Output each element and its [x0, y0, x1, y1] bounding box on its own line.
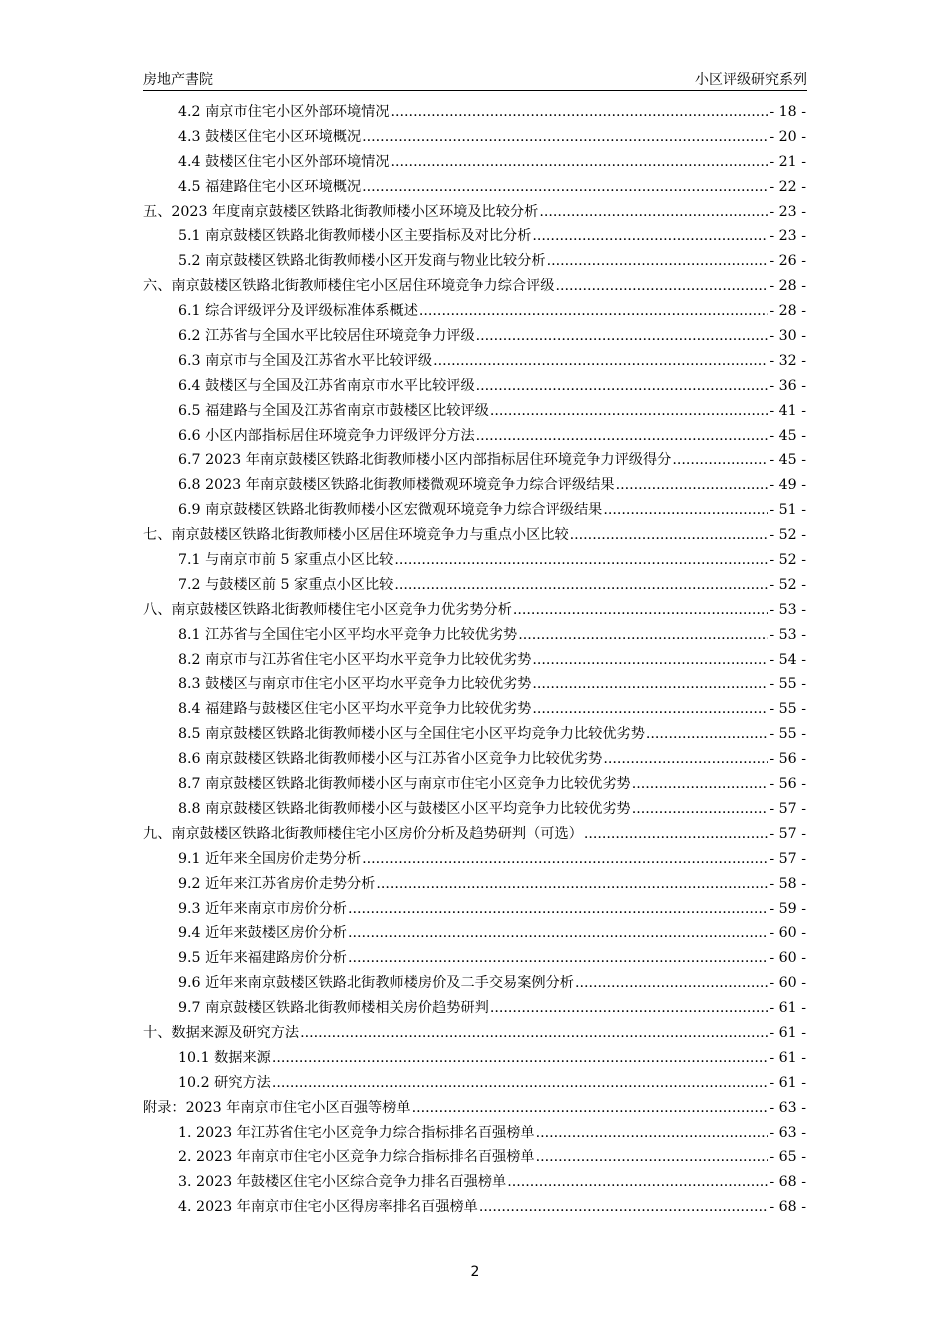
toc-entry-page: - 63 -: [769, 1099, 806, 1116]
toc-entry-page: - 52 -: [769, 576, 806, 593]
toc-entry-page: - 30 -: [769, 328, 806, 345]
toc-entry-page: - 56 -: [769, 751, 806, 768]
toc-entry-title: 九、南京鼓楼区铁路北街教师楼住宅小区房价分析及趋势研判（可选）: [143, 825, 583, 842]
toc-section-entry[interactable]: [143, 399, 806, 424]
toc-section-entry[interactable]: [143, 249, 806, 274]
toc-dot-leader: [532, 648, 768, 673]
toc-section-entry[interactable]: [143, 797, 806, 822]
toc-entry-title: 9.3 近年来南京市房价分析: [178, 900, 347, 917]
toc-section-entry[interactable]: [143, 175, 806, 200]
toc-entry-page: - 28 -: [769, 278, 806, 295]
toc-entry-title: 8.7 南京鼓楼区铁路北街教师楼小区与南京市住宅小区竞争力比较优劣势: [178, 776, 631, 793]
toc-dot-leader: [536, 1145, 769, 1170]
toc-entry-page: - 58 -: [769, 875, 806, 892]
toc-entry-title: 9.2 近年来江苏省房价走势分析: [178, 875, 376, 892]
toc-entry-title: 2. 2023 年南京市住宅小区竞争力综合指标排名百强榜单: [178, 1149, 535, 1166]
toc-dot-leader: [532, 697, 768, 722]
toc-section-entry[interactable]: [143, 921, 806, 946]
header-publisher: 房地产書院: [143, 72, 213, 88]
toc-entry-title: 4.4 鼓楼区住宅小区外部环境情况: [178, 153, 390, 170]
toc-entry-title: 5.2 南京鼓楼区铁路北街教师楼小区开发商与物业比较分析: [178, 253, 546, 270]
toc-entry-page: - 57 -: [769, 800, 806, 817]
toc-entry-title: 8.2 南京市与江苏省住宅小区平均水平竞争力比较优劣势: [178, 651, 532, 668]
toc-section-entry[interactable]: [143, 697, 806, 722]
toc-entry-title: 9.4 近年来鼓楼区房价分析: [178, 925, 347, 942]
toc-dot-leader: [412, 1096, 769, 1121]
toc-section-entry[interactable]: [143, 623, 806, 648]
toc-entry-title: 4.3 鼓楼区住宅小区环境概况: [178, 128, 362, 145]
toc-entry-title: 8.1 江苏省与全国住宅小区平均水平竞争力比较优劣势: [178, 626, 518, 643]
toc-section-entry[interactable]: [143, 946, 806, 971]
toc-entry-page: - 54 -: [769, 651, 806, 668]
toc-section-entry[interactable]: [143, 747, 806, 772]
toc-dot-leader: [362, 847, 768, 872]
toc-entry-page: - 52 -: [769, 552, 806, 569]
toc-entry-title: 6.3 南京市与全国及江苏省水平比较评级: [178, 352, 433, 369]
toc-section-entry[interactable]: [143, 1046, 806, 1071]
toc-dot-leader: [433, 349, 768, 374]
toc-dot-leader: [547, 249, 769, 274]
toc-dot-leader: [348, 897, 768, 922]
toc-chapter-entry[interactable]: [143, 598, 806, 623]
toc-dot-leader: [490, 996, 769, 1021]
toc-section-entry[interactable]: [143, 150, 806, 175]
toc-section-entry[interactable]: [143, 448, 806, 473]
toc-section-entry[interactable]: [143, 573, 806, 598]
toc-entry-title: 八、南京鼓楼区铁路北街教师楼住宅小区竞争力优劣势分析: [143, 601, 512, 618]
toc-dot-leader: [570, 523, 769, 548]
toc-chapter-entry[interactable]: [143, 822, 806, 847]
toc-dot-leader: [394, 548, 768, 573]
toc-entry-page: - 55 -: [769, 676, 806, 693]
toc-entry-page: - 32 -: [769, 352, 806, 369]
toc-entry-title: 9.1 近年来全国房价走势分析: [178, 850, 362, 867]
toc-entry-title: 6.9 南京鼓楼区铁路北街教师楼小区宏微观环境竞争力综合评级结果: [178, 502, 603, 519]
toc-section-entry[interactable]: [143, 224, 806, 249]
toc-entry-page: - 60 -: [769, 950, 806, 967]
toc-section-entry[interactable]: [143, 672, 806, 697]
toc-dot-leader: [539, 200, 768, 225]
toc-entry-page: - 68 -: [769, 1174, 806, 1191]
toc-dot-leader: [419, 299, 768, 324]
toc-entry-title: 6.2 江苏省与全国水平比较居住环境竞争力评级: [178, 328, 475, 345]
toc-entry-title: 8.8 南京鼓楼区铁路北街教师楼小区与鼓楼区小区平均竞争力比较优劣势: [178, 800, 631, 817]
toc-dot-leader: [555, 274, 768, 299]
toc-dot-leader: [394, 573, 768, 598]
toc-entry-page: - 61 -: [769, 1024, 806, 1041]
toc-dot-leader: [362, 125, 768, 150]
toc-section-entry[interactable]: [143, 100, 806, 125]
toc-entry-page: - 57 -: [769, 825, 806, 842]
toc-chapter-entry[interactable]: [143, 200, 806, 225]
toc-section-entry[interactable]: [143, 772, 806, 797]
toc-entry-title: 六、南京鼓楼区铁路北街教师楼住宅小区居住环境竞争力综合评级: [143, 278, 555, 295]
toc-entry-title: 10.1 数据来源: [178, 1049, 271, 1066]
toc-entry-page: - 68 -: [769, 1199, 806, 1216]
page-header: [143, 66, 807, 91]
toc-dot-leader: [391, 150, 769, 175]
toc-entry-page: - 23 -: [769, 203, 806, 220]
toc-dot-leader: [532, 672, 768, 697]
toc-entry-title: 8.5 南京鼓楼区铁路北街教师楼小区与全国住宅小区平均竞争力比较优劣势: [178, 726, 645, 743]
toc-dot-leader: [348, 921, 768, 946]
toc-dot-leader: [507, 1170, 768, 1195]
toc-entry-title: 十、数据来源及研究方法: [143, 1024, 300, 1041]
toc-entry-title: 6.4 鼓楼区与全国及江苏省南京市水平比较评级: [178, 377, 475, 394]
toc-entry-page: - 53 -: [769, 601, 806, 618]
toc-dot-leader: [348, 946, 768, 971]
toc-entry-title: 6.7 2023 年南京鼓楼区铁路北街教师楼小区内部指标居住环境竞争力评级得分: [178, 452, 672, 469]
toc-section-entry[interactable]: [143, 1145, 806, 1170]
toc-entry-title: 4.5 福建路住宅小区环境概况: [178, 178, 362, 195]
toc-dot-leader: [376, 872, 768, 897]
toc-dot-leader: [300, 1021, 768, 1046]
toc-chapter-entry[interactable]: [143, 1096, 806, 1121]
toc-section-entry[interactable]: [143, 1121, 806, 1146]
toc-dot-leader: [476, 424, 769, 449]
toc-entry-page: - 56 -: [769, 776, 806, 793]
toc-chapter-entry[interactable]: [143, 1021, 806, 1046]
toc-section-entry[interactable]: [143, 498, 806, 523]
toc-section-entry[interactable]: [143, 847, 806, 872]
toc-dot-leader: [603, 498, 768, 523]
toc-entry-page: - 61 -: [769, 1000, 806, 1017]
toc-entry-title: 五、2023 年度南京鼓楼区铁路北街教师楼小区环境及比较分析: [143, 203, 539, 220]
toc-dot-leader: [632, 772, 769, 797]
toc-entry-page: - 26 -: [769, 253, 806, 270]
toc-entry-title: 4.2 南京市住宅小区外部环境情况: [178, 104, 390, 120]
toc-chapter-entry[interactable]: [143, 523, 806, 548]
toc-entry-page: - 57 -: [769, 850, 806, 867]
toc-dot-leader: [490, 399, 769, 424]
toc-entry-page: - 41 -: [769, 402, 806, 419]
toc-section-entry[interactable]: [143, 872, 806, 897]
toc-entry-title: 6.8 2023 年南京鼓楼区铁路北街教师楼微观环境竞争力综合评级结果: [178, 477, 615, 494]
toc-entry-page: - 55 -: [769, 726, 806, 743]
toc-section-entry[interactable]: [143, 722, 806, 747]
toc-entry-title: 8.6 南京鼓楼区铁路北街教师楼小区与江苏省小区竞争力比较优劣势: [178, 751, 603, 768]
toc-entry-page: - 65 -: [769, 1149, 806, 1166]
toc-section-entry[interactable]: [143, 648, 806, 673]
toc-dot-leader: [518, 623, 768, 648]
toc-dot-leader: [584, 822, 769, 847]
toc-entry-title: 附录：2023 年南京市住宅小区百强等榜单: [143, 1099, 411, 1116]
toc-entry-title: 8.3 鼓楼区与南京市住宅小区平均水平竞争力比较优劣势: [178, 676, 532, 693]
toc-dot-leader: [272, 1071, 768, 1096]
toc-section-entry[interactable]: [143, 548, 806, 573]
toc-entry-page: - 45 -: [769, 427, 806, 444]
toc-entry-title: 9.6 近年来南京鼓楼区铁路北街教师楼房价及二手交易案例分析: [178, 975, 574, 992]
toc-entry-title: 七、南京鼓楼区铁路北街教师楼小区居住环境竞争力与重点小区比较: [143, 527, 569, 544]
toc-dot-leader: [532, 224, 768, 249]
toc-section-entry[interactable]: [143, 971, 806, 996]
toc-entry-title: 8.4 福建路与鼓楼区住宅小区平均水平竞争力比较优劣势: [178, 701, 532, 718]
toc-dot-leader: [672, 448, 768, 473]
toc-entry-title: 4. 2023 年南京市住宅小区得房率排名百强榜单: [178, 1199, 478, 1216]
toc-dot-leader: [272, 1046, 768, 1071]
toc-dot-leader: [479, 1195, 768, 1220]
toc-entry-title: 7.2 与鼓楼区前 5 家重点小区比较: [178, 576, 394, 593]
toc-dot-leader: [646, 722, 768, 747]
toc-section-entry[interactable]: [143, 897, 806, 922]
toc-entry-page: - 36 -: [769, 377, 806, 394]
toc-dot-leader: [603, 747, 768, 772]
toc-section-entry[interactable]: [143, 125, 806, 150]
toc-entry-page: - 59 -: [769, 900, 806, 917]
toc-entry-title: 6.5 福建路与全国及江苏省南京市鼓楼区比较评级: [178, 402, 489, 419]
toc-section-entry[interactable]: [143, 1071, 806, 1096]
toc-dot-leader: [616, 473, 769, 498]
toc-entry-page: - 51 -: [769, 502, 806, 519]
toc-section-entry[interactable]: [143, 1170, 806, 1195]
toc-dot-leader: [476, 374, 769, 399]
toc-dot-leader: [536, 1121, 769, 1146]
toc-entry-page: - 28 -: [769, 303, 806, 320]
toc-section-entry[interactable]: [143, 996, 806, 1021]
toc-chapter-entry[interactable]: [143, 274, 806, 299]
toc-section-entry[interactable]: [143, 1195, 806, 1220]
toc-section-entry[interactable]: [143, 424, 806, 449]
toc-entry-page: - 18 -: [769, 104, 806, 120]
toc-entry-title: 1. 2023 年江苏省住宅小区竞争力综合指标排名百强榜单: [178, 1124, 535, 1141]
toc-entry-page: - 55 -: [769, 701, 806, 718]
toc-dot-leader: [476, 324, 769, 349]
table-of-contents: [143, 100, 806, 1220]
toc-dot-leader: [391, 100, 769, 125]
header-series-title: 小区评级研究系列: [695, 72, 807, 88]
toc-entry-page: - 61 -: [769, 1049, 806, 1066]
toc-entry-title: 3. 2023 年鼓楼区住宅小区综合竞争力排名百强榜单: [178, 1174, 507, 1191]
toc-section-entry[interactable]: [143, 374, 806, 399]
toc-entry-title: 9.7 南京鼓楼区铁路北街教师楼相关房价趋势研判: [178, 1000, 489, 1017]
toc-entry-title: 9.5 近年来福建路房价分析: [178, 950, 347, 967]
toc-entry-page: - 49 -: [769, 477, 806, 494]
toc-entry-title: 6.6 小区内部指标居住环境竞争力评级评分方法: [178, 427, 475, 444]
page-number: 2: [470, 1264, 480, 1280]
toc-entry-title: 10.2 研究方法: [178, 1074, 271, 1091]
toc-entry-page: - 61 -: [769, 1074, 806, 1091]
toc-entry-page: - 20 -: [769, 128, 806, 145]
toc-section-entry[interactable]: [143, 473, 806, 498]
toc-entry-title: 6.1 综合评级评分及评级标准体系概述: [178, 303, 418, 320]
toc-entry-page: - 60 -: [769, 925, 806, 942]
toc-dot-leader: [575, 971, 768, 996]
toc-section-entry[interactable]: [143, 324, 806, 349]
toc-entry-page: - 63 -: [769, 1124, 806, 1141]
toc-entry-page: - 22 -: [769, 178, 806, 195]
toc-entry-page: - 23 -: [769, 228, 806, 245]
toc-section-entry[interactable]: [143, 349, 806, 374]
toc-entry-page: - 45 -: [769, 452, 806, 469]
toc-entry-page: - 21 -: [769, 153, 806, 170]
toc-dot-leader: [362, 175, 768, 200]
toc-dot-leader: [632, 797, 769, 822]
toc-entry-title: 7.1 与南京市前 5 家重点小区比较: [178, 552, 394, 569]
toc-entry-page: - 52 -: [769, 527, 806, 544]
toc-entry-page: - 60 -: [769, 975, 806, 992]
toc-section-entry[interactable]: [143, 299, 806, 324]
toc-entry-title: 5.1 南京鼓楼区铁路北街教师楼小区主要指标及对比分析: [178, 228, 532, 245]
toc-dot-leader: [513, 598, 768, 623]
toc-entry-page: - 53 -: [769, 626, 806, 643]
